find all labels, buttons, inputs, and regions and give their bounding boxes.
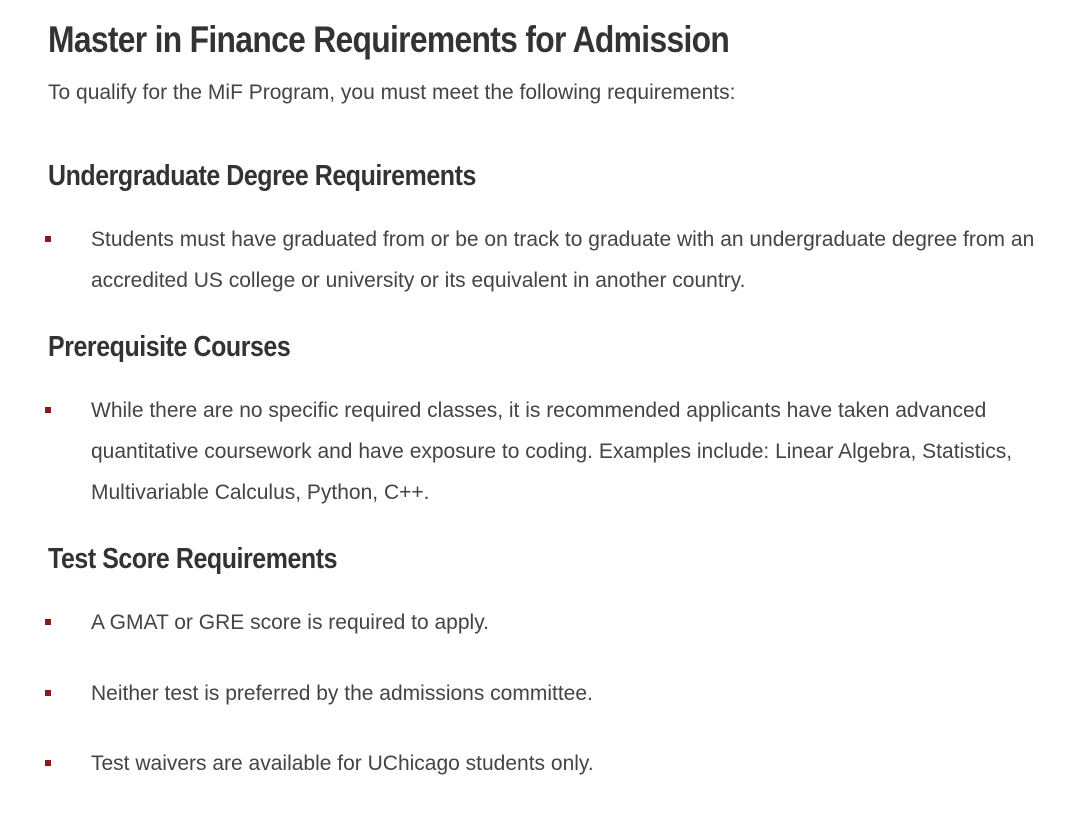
list-item [48, 219, 1038, 301]
bullet-square-icon [45, 619, 51, 625]
section-heading-undergraduate: Undergraduate Degree Requirements [48, 160, 476, 192]
undergraduate-requirements-list [48, 219, 1038, 301]
list-item [48, 743, 1038, 784]
intro-text: To qualify for the MiF Program, you must meet the following requirements: [48, 81, 736, 104]
list-item-text: While there are no specific required classes, it is recommended applicants have taken advanced quantitative coursework and have exposure to coding. Examples include: Linear Algebra, Statistics, Multivariable Calculus, Python, C++. [91, 399, 1013, 504]
bullet-square-icon [45, 407, 51, 413]
test-score-requirements-list [48, 602, 1038, 814]
section-heading-test-score: Test Score Requirements [48, 543, 338, 575]
list-item-text: Students must have graduated from or be on track to graduate with an undergraduate degree from an accredited US college or university or its equivalent in another country. [91, 228, 1035, 292]
prerequisite-courses-list [48, 390, 1038, 513]
page-title: Master in Finance Requirements for Admission [48, 19, 730, 60]
list-item [48, 673, 1038, 714]
list-item-text: Test waivers are available for UChicago students only. [91, 752, 594, 775]
list-item-text: Neither test is preferred by the admissions committee. [91, 681, 593, 705]
section-heading-prerequisite: Prerequisite Courses [48, 331, 291, 363]
bullet-square-icon [45, 760, 51, 766]
bullet-square-icon [45, 690, 51, 696]
list-item [48, 602, 1038, 643]
list-item [48, 390, 1038, 513]
bullet-square-icon [45, 236, 51, 242]
list-item-text: A GMAT or GRE score is required to apply. [91, 611, 489, 634]
